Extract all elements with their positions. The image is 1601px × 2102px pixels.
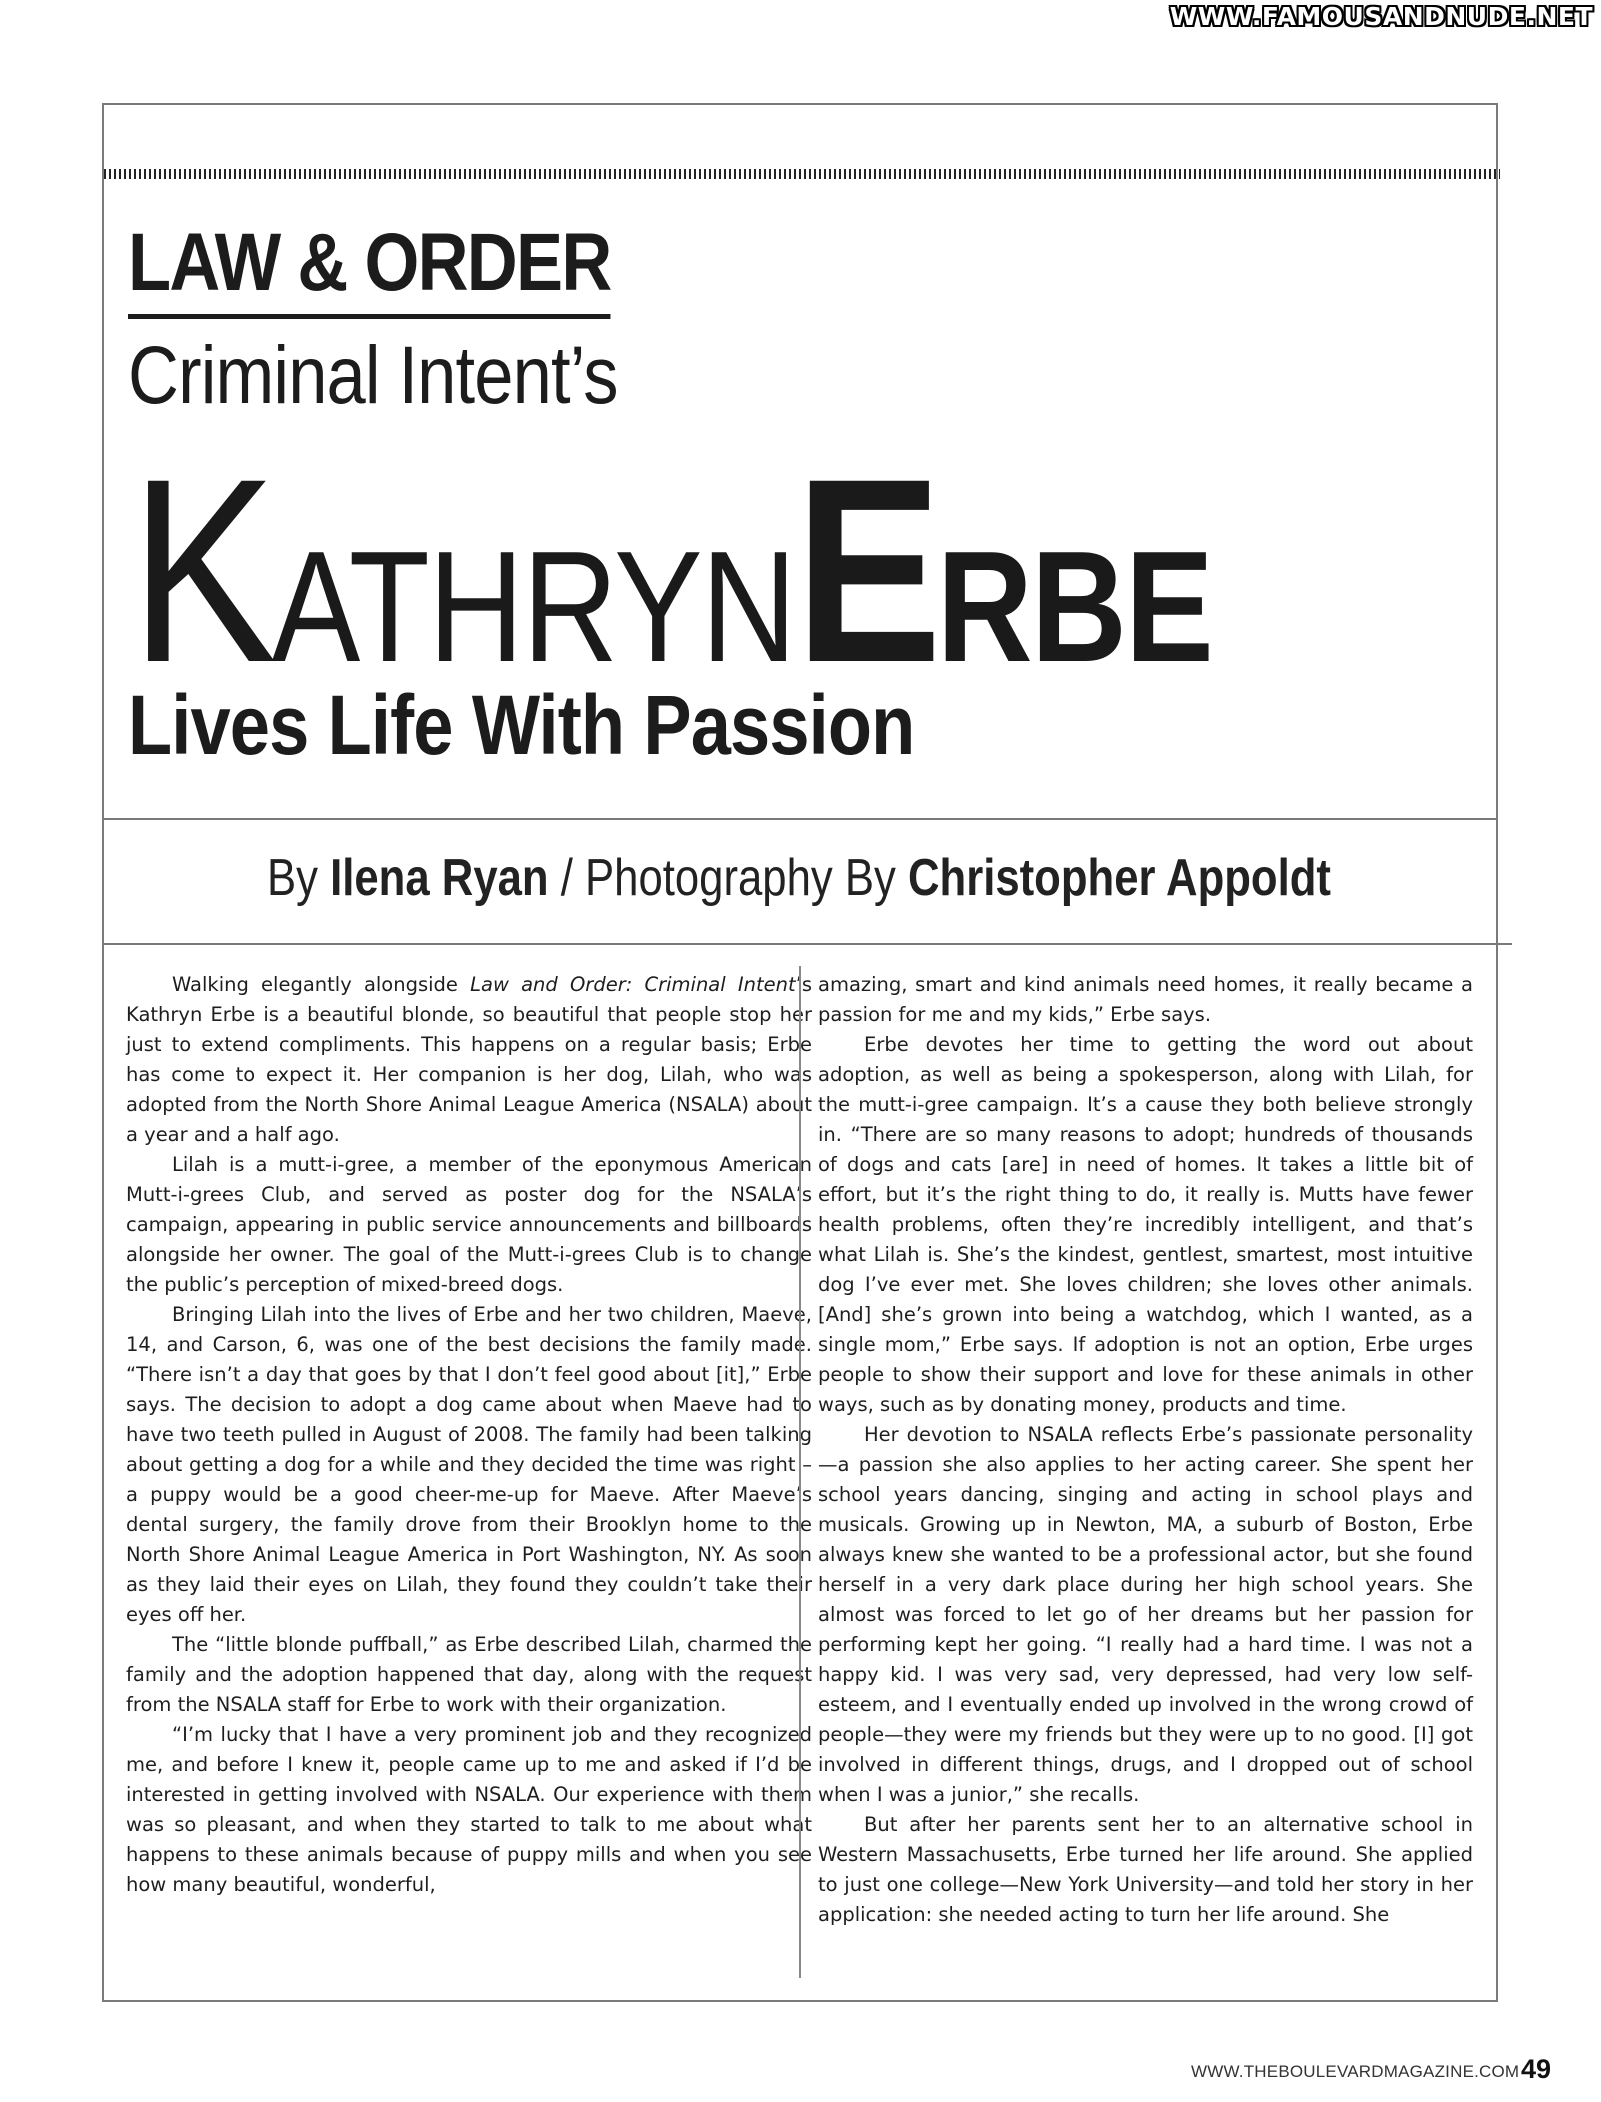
name-last-rest: RBE xyxy=(936,519,1213,695)
paragraph: Her devotion to NSALA reflects Erbe’s passionate personality—a passion she also applies to her acting career. She spent her school years dancing, singing and acting in school plays and musicals. Growing up in Newton, MA, a suburb of Boston, Erbe always knew she wanted to be a professional actor, but she found herself in a very dark place during her high school years. She almost was forced to let go of her dreams but her passion for performing kept her going. “I really had a hard time. I was not a happy kid. I was very sad, very depressed, had very low self-esteem, and I eventually ended up involved in the wrong crowd of people—they were my friends but they were up to no good. [I] got involved in different things, drugs, and I dropped out of school when I was a junior,” she recalls. xyxy=(818,1423,1473,1806)
divider-top xyxy=(102,818,1498,820)
byline-author: Ilena Ryan xyxy=(330,849,549,907)
article-column-left xyxy=(126,970,812,1900)
headline-name xyxy=(130,424,1213,717)
name-last-initial: E xyxy=(795,424,937,717)
paragraph: But after her parents sent her to an alternative school in Western Massachusetts, Erbe turned her life around. She applied to just one college—New York University—and told her story in her application: she needed acting to turn her life around. She xyxy=(818,1813,1473,1926)
paragraph: amazing, smart and kind animals need homes, it really became a passion for me and my kids,” Erbe says. xyxy=(818,973,1473,1026)
footer-url: WWW.THEBOULEVARDMAGAZINE.COM xyxy=(1191,2062,1520,2081)
paragraph: “I’m lucky that I have a very prominent job and they recognized me, and before I knew it, people came up to me and asked if I’d be interested in getting involved with NSALA. Our experience with them was so pleasant, and when they started to talk to me about what happens to these animals because of puppy mills and when you see how many beautiful, wonderful, xyxy=(126,1723,812,1896)
show-title: Law and Order: Criminal Intent xyxy=(470,973,796,996)
decorative-barcode-rule xyxy=(104,169,1500,179)
column-divider xyxy=(799,966,801,1978)
divider-bottom xyxy=(102,943,1512,945)
paragraph: Walking elegantly alongside Law and Order: Criminal Intent’s Kathryn Erbe is a beautiful blonde, so beautiful that people stop her just to extend compliments. This happens on a regular basis; Erbe has come to expect it. Her companion is her dog, Lilah, who was adopted from the North Shore Animal League America (NSALA) about a year and a half ago. xyxy=(126,973,812,1146)
headline-tagline: Lives Life With Passion xyxy=(128,678,915,772)
paragraph: Bringing Lilah into the lives of Erbe and her two children, Maeve, 14, and Carson, 6, was one of the best decisions the family made. “There isn’t a day that goes by that I don’t feel good about [it],” Erbe says. The decision to adopt a dog came about when Maeve had to have two teeth pulled in August of 2008. The family had been talking about getting a dog for a while and they decided the time was right – a puppy would be a good cheer-me-up for Maeve. After Maeve’s dental surgery, the family drove from their Brooklyn home to the North Shore Animal League America in Port Washington, NY. As soon as they laid their eyes on Lilah, they found they couldn’t take their eyes off her. xyxy=(126,1303,812,1626)
paragraph: The “little blonde puffball,” as Erbe described Lilah, charmed the family and the adoption happened that day, along with the request from the NSALA staff for Erbe to work with their organization. xyxy=(126,1633,812,1716)
byline-photographer: Christopher Appoldt xyxy=(907,849,1331,907)
article-column-right xyxy=(818,970,1473,1930)
byline xyxy=(267,849,1331,907)
headline-subtitle: Criminal Intent’s xyxy=(128,330,618,421)
name-first-initial: K xyxy=(130,424,272,717)
name-first-rest: ATHRYN xyxy=(271,519,796,695)
headline-kicker: LAW & ORDER xyxy=(128,222,611,319)
page-number: 49 xyxy=(1521,2054,1552,2084)
byline-prefix: By xyxy=(267,849,331,907)
paragraph: Lilah is a mutt-i-gree, a member of the eponymous American Mutt-i-grees Club, and served as poster dog for the NSALA’s campaign, appearing in public service announcements and billboards alongside her owner. The goal of the Mutt-i-grees Club is to change the public’s perception of mixed-breed dogs. xyxy=(126,1153,812,1296)
paragraph: Erbe devotes her time to getting the word out about adoption, as well as being a spokesperson, along with Lilah, for the mutt-i-gree campaign. It’s a cause they both believe strongly in. “There are so many reasons to adopt; hundreds of thousands of dogs and cats [are] in need of homes. It takes a little bit of effort, but it’s the right thing to do, it really is. Mutts have fewer health problems, often they’re incredibly intelligent, and that’s what Lilah is. She’s the kindest, gentlest, smartest, most intuitive dog I’ve ever met. She loves children; she loves other animals. [And] she’s grown into being a watchdog, which I wanted, as a single mom,” Erbe says. If adoption is not an option, Erbe urges people to show their support and love for these animals in other ways, such as by donating money, products and time. xyxy=(818,1033,1473,1416)
watermark: WWW.FAMOUSANDNUDE.NET xyxy=(1169,2,1593,31)
byline-separator: / Photography By xyxy=(548,849,908,907)
